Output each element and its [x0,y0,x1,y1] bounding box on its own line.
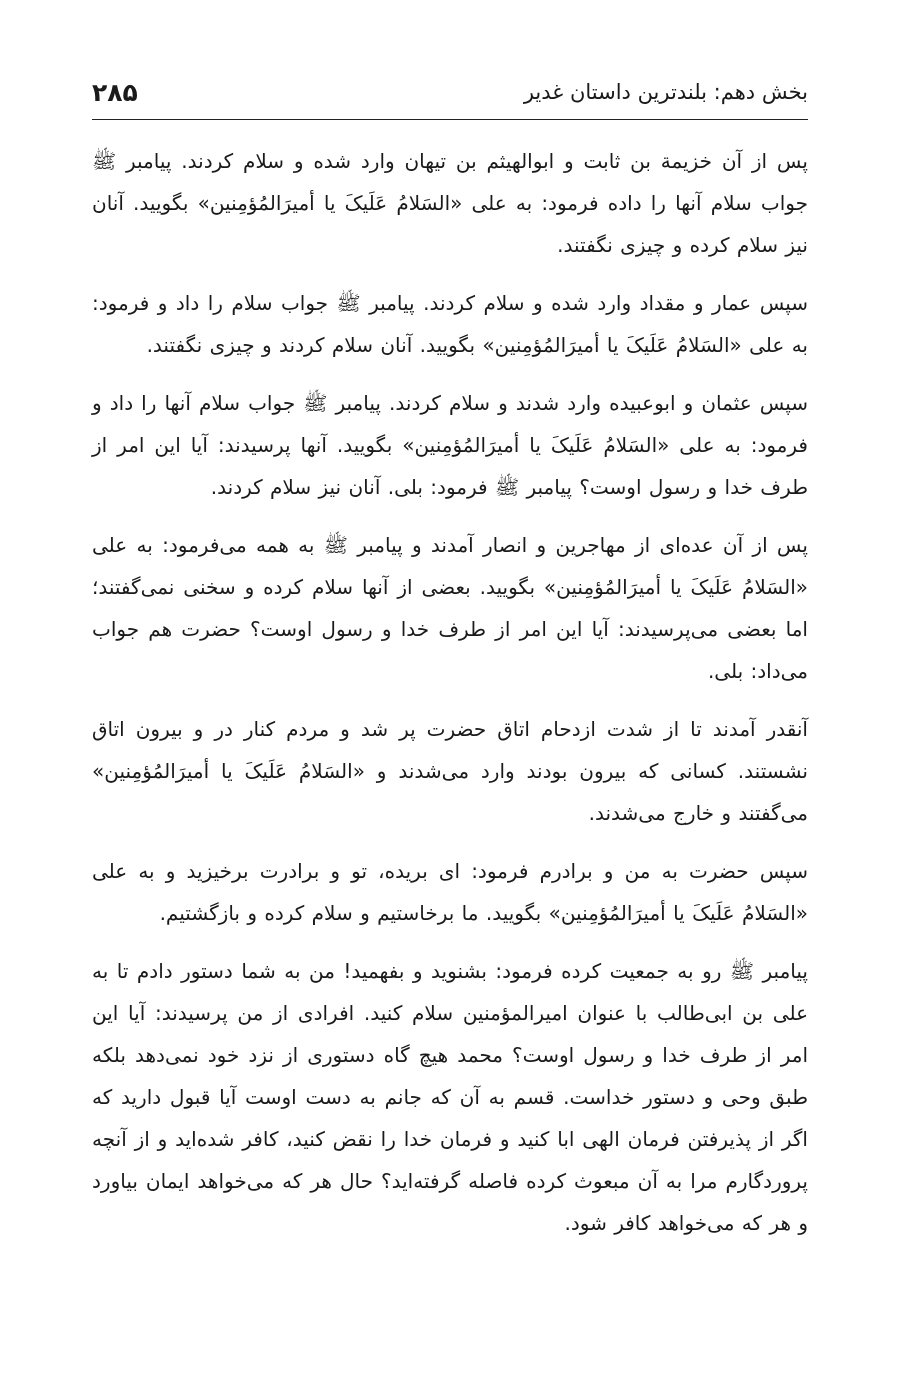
paragraph: پیامبر ﷺ رو به جمعیت کرده فرمود: بشنوید و بفهمید! من به شما دستور دادم تا به علی بن ابی‌طالب با عنوان امیرالمؤمنین سلام کنید. افرادی از من پرسیدند: آیا این امر از طرف خدا و رسول اوست؟ محمد هیچ گاه دستوری از نزد خود نمی‌دهد بلکه طبق وحی و دستور خداست. قسم به آن که جانم به دست اوست آیا قبول دارید که اگر از پذیرفتن فرمان الهی ابا کنید و فرمان خدا را نقض کنید، کافر شده‌اید و از آنچه پروردگارم مرا به آن مبعوث کرده فاصله گرفته‌اید؟ حال هر که می‌خواهد ایمان بیاورد و هر که می‌خواهد کافر شود. [92,959,808,1235]
book-page [92,0,808,1390]
paragraph: آنقدر آمدند تا از شدت ازدحام اتاق حضرت پر شد و مردم کنار در و بیرون اتاق نشستند. کسانی که بیرون بودند وارد می‌شدند و «السَلامُ عَلَیکَ یا أمیرَالمُؤمِنین» می‌گفتند و خارج می‌شدند. [92,717,808,825]
paragraph: سپس حضرت به من و برادرم فرمود: ای بریده، تو و برادرت برخیزید و به علی «السَلامُ عَلَیکَ یا أمیرَالمُؤمِنین» بگویید. ما برخاستیم و سلام کرده و بازگشتیم. [92,859,808,925]
header-divider [92,119,808,120]
paragraph: پس از آن عده‌ای از مهاجرین و انصار آمدند و پیامبر ﷺ به همه می‌فرمود: به علی «السَلامُ عَلَیکَ یا أمیرَالمُؤمِنین» بگویید. بعضی از آنها سلام کرده و سخنی نمی‌گفتند؛ اما بعضی می‌پرسیدند: آیا این امر از طرف خدا و رسول اوست؟ حضرت هم جواب می‌داد: بلی. [92,533,808,683]
paragraph: سپس عمار و مقداد وارد شده و سلام کردند. پیامبر ﷺ جواب سلام را داد و فرمود: به علی «السَلامُ عَلَیکَ یا أمیرَالمُؤمِنین» بگویید. آنان سلام کردند و چیزی نگفتند. [92,291,808,357]
page-header [92,70,808,114]
paragraph: سپس عثمان و ابوعبیده وارد شدند و سلام کردند. پیامبر ﷺ جواب سلام آنها را داد و فرمود: به علی «السَلامُ عَلَیکَ یا أمیرَالمُؤمِنین» بگویید. آنها پرسیدند: آیا این امر از طرف خدا و رسول اوست؟ پیامبر ﷺ فرمود: بلی. آنان نیز سلام کردند. [92,391,808,499]
page-number: ۲۸۵ [92,77,138,107]
running-title: بخش دهم: بلندترین داستان غدیر [523,80,808,104]
body-text [92,140,808,1260]
paragraph: پس از آن خزیمة بن ثابت و ابوالهیثم بن تیهان وارد شده و سلام کردند. پیامبر ﷺ جواب سلام آنها را داده فرمود: به علی «السَلامُ عَلَیکَ یا أمیرَالمُؤمِنین» بگویید. آنان نیز سلام کرده و چیزی نگفتند. [92,149,808,257]
